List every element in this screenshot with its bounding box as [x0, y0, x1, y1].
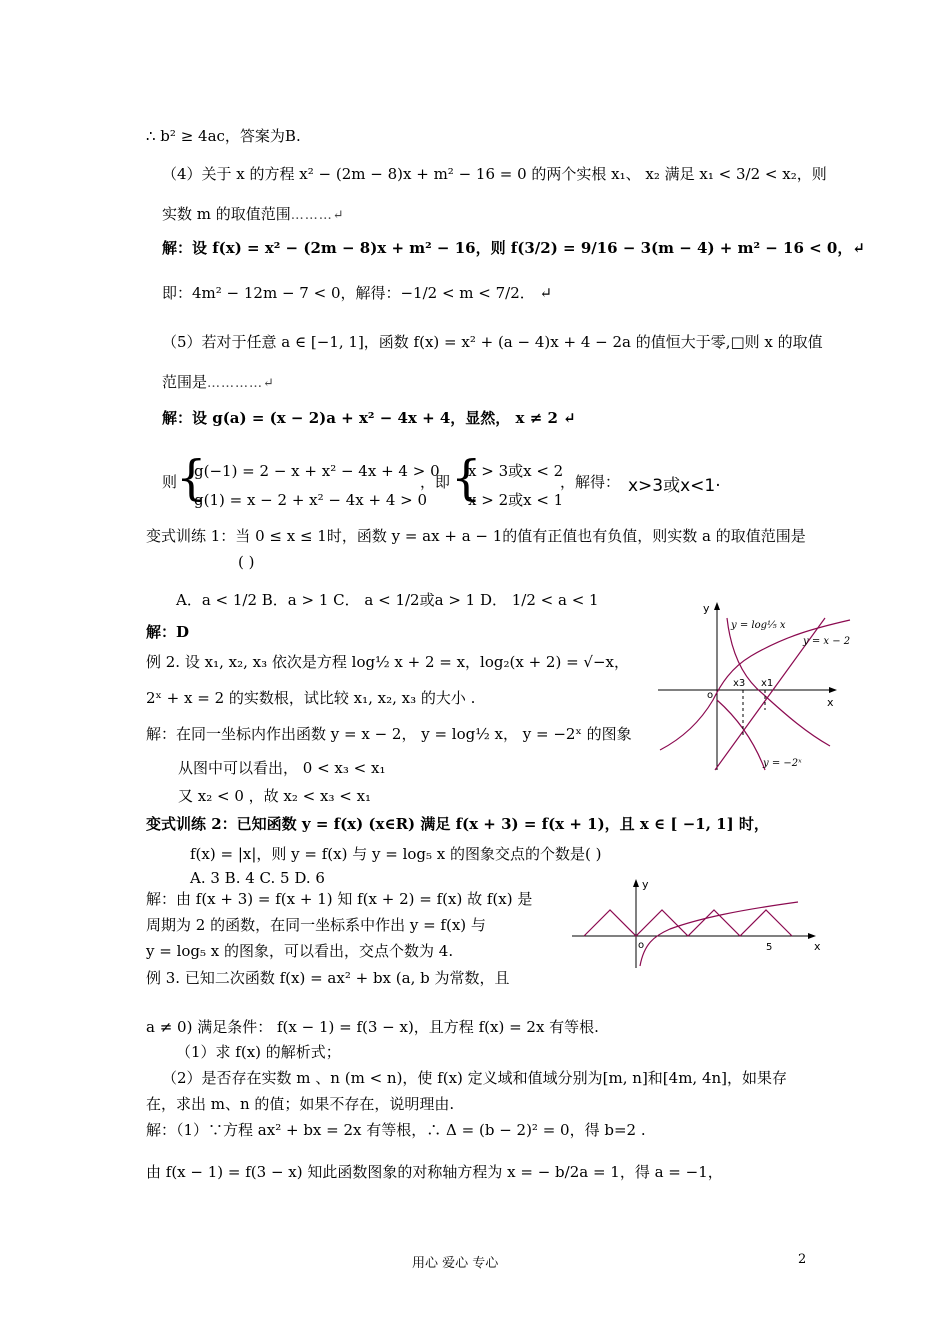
text-line: 解：D: [146, 623, 190, 641]
text-line: ( ): [238, 553, 255, 571]
footer-text: 用心 爱心 专心: [412, 1256, 499, 1271]
fig2-ylabel: y: [642, 878, 649, 891]
text-line: 解：设 f(x) = x² − (2m − 8)x + m² − 16，则 f(3/2) = 9/16 − 3(m − 4) + m² − 16 < 0，↵: [162, 239, 865, 257]
text-line: ，解得：: [560, 473, 621, 491]
brace: {: [451, 450, 482, 506]
text-line: （5）若对于任意 a ∈ [−1, 1]，函数 f(x) = x² + (a − 4)x + 4 − 2a 的值恒大于零,□则 x 的取值: [162, 333, 823, 351]
x-arrow: [829, 687, 837, 693]
text-line: 由 f(x − 1) = f(3 − x) 知此函数图象的对称轴方程为 x = − b/2a = 1，得 a = −1，: [146, 1163, 723, 1181]
text-line: 解：设 g(a) = (x − 2)a + x² − 4x + 4，显然， x ≠ 2 ↵: [162, 409, 576, 427]
text-line: 变式训练 1：当 0 ≤ x ≤ 1时，函数 y = ax + a − 1的值有正值也有负值，则实数 a 的取值范围是: [146, 527, 806, 545]
text-line: A. 3 B. 4 C. 5 D. 6: [190, 869, 325, 887]
text-line: 例 2. 设 x₁, x₂, x₃ 依次是方程 log½ x + 2 = x，log₂(x + 2) = √−x，: [146, 653, 629, 671]
fig2-tick5: 5: [766, 942, 773, 953]
text-line: 2ˣ + x = 2 的实数根，试比较 x₁, x₂, x₃ 的大小 .: [146, 689, 476, 707]
text-line: 则: [162, 473, 178, 491]
fig1-x1-label: x1: [761, 678, 774, 689]
text-line: 变式训练 2：已知函数 y = f(x) (x∈R) 满足 f(x + 3) = f(x + 1)，且 x ∈ [ −1, 1] 时，: [146, 815, 769, 833]
x-arrow: [808, 933, 816, 939]
fig1-ylabel: y: [703, 602, 710, 615]
text-line: ∴ b² ≥ 4ac，答案为B.: [146, 127, 301, 145]
text-line: g(1) = x − 2 + x² − 4x + 4 > 0: [194, 491, 428, 509]
text-line: A．a < 1/2 B．a > 1 C． a < 1/2或a > 1 D． 1/2 < a < 1: [176, 591, 599, 609]
text-line: x > 2或x < 1: [468, 491, 564, 509]
page-number: 2: [798, 1252, 807, 1267]
text-line: 从图中可以看出， 0 < x₃ < x₁: [178, 759, 386, 777]
fig1-exp-label: y = −2ˣ: [763, 758, 802, 769]
y-arrow: [714, 602, 720, 610]
brace: {: [176, 450, 207, 506]
text-line: 解：由 f(x + 3) = f(x + 1) 知 f(x + 2) = f(x) 故 f(x) 是: [146, 890, 533, 908]
y-arrow: [633, 879, 639, 887]
graph-example2: [655, 598, 855, 778]
text-line: 范围是…………↵: [162, 373, 275, 391]
text-line: （1）求 f(x) 的解析式；: [176, 1043, 341, 1061]
text-line: 解：（1）∵方程 ax² + bx = 2x 有等根，∴ Δ = (b − 2)² = 0，得 b=2 .: [146, 1121, 646, 1139]
fig2-xlabel: x: [814, 940, 821, 953]
text-line: f(x) = |x|，则 y = f(x) 与 y = log₅ x 的图象交点的个数是( ): [190, 845, 602, 863]
fig1-log-label: y = log⅕ x: [731, 620, 786, 631]
fig1-line-label: y = x − 2: [803, 636, 851, 647]
text-line: 又 x₂ < 0 ，故 x₂ < x₃ < x₁: [178, 787, 372, 805]
text-line: 周期为 2 的函数，在同一坐标系中作出 y = f(x) 与: [146, 916, 486, 934]
text-line: x>3或x<1·: [628, 476, 721, 496]
text-line: y = log₅ x 的图象，可以看出，交点个数为 4.: [146, 942, 454, 960]
fig1-origin: o: [707, 690, 714, 701]
graph-variant2: [570, 874, 830, 970]
text-line: （2）是否存在实数 m 、n (m < n)，使 f(x) 定义域和值域分别为[m, n]和[4m, 4n]，如果存: [162, 1069, 788, 1087]
text-line: 实数 m 的取值范围………↵: [162, 205, 345, 223]
fig2-origin: o: [638, 940, 645, 951]
fig1-x3-label: x3: [733, 678, 746, 689]
text-line: 在，求出 m、n 的值；如果不存在，说明理由.: [146, 1095, 455, 1113]
text-line: a ≠ 0) 满足条件： f(x − 1) = f(3 − x)，且方程 f(x) = 2x 有等根.: [146, 1018, 599, 1036]
text-line: ，即: [420, 473, 451, 491]
text-line: 解：在同一坐标内作出函数 y = x − 2， y = log½ x， y = −2ˣ 的图象: [146, 725, 632, 743]
text-line: 即：4m² − 12m − 7 < 0，解得：−1/2 < m < 7/2． ↵: [162, 284, 553, 302]
text-line: g(−1) = 2 − x + x² − 4x + 4 > 0: [194, 462, 440, 480]
text-line: x > 3或x < 2: [468, 462, 564, 480]
text-line: （4）关于 x 的方程 x² − (2m − 8)x + m² − 16 = 0 的两个实根 x₁、 x₂ 满足 x₁ < 3/2 < x₂，则: [162, 165, 827, 183]
fig1-xlabel: x: [827, 696, 834, 709]
text-line: 例 3. 已知二次函数 f(x) = ax² + bx (a, b 为常数，且: [146, 969, 510, 987]
